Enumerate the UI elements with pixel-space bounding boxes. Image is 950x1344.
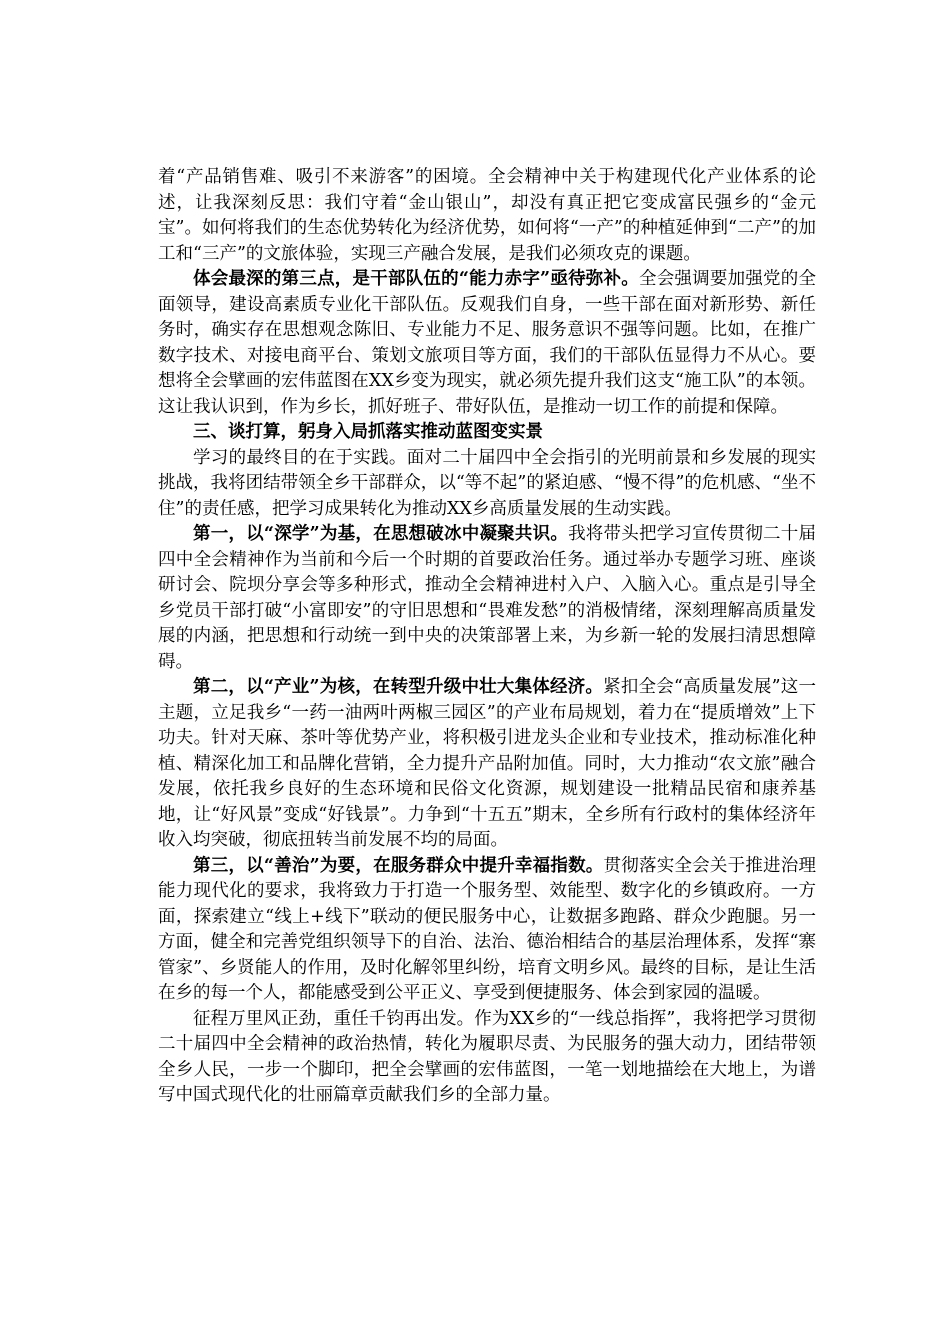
body-paragraph-conclusion [158, 1007, 816, 1109]
paragraph-text: 全会强调要加强党的全面领导，建设高素质专业化干部队伍。反观我们自身，一些干部在面对新形势、新任务时，确实存在思想观念陈旧、专业能力不足、服务意识不强等问题。比如，在推广数字技术、对接电商平台、策划文旅项目等方面，我们的干部队伍显得力不从心。要想将全会擘画的宏伟蓝图在XX乡变为现实，就必须先提升我们这支“施工队”的本领。这让我认识到，作为乡长，抓好班子、带好队伍，是推动一切工作的前提和保障。 [158, 269, 816, 417]
paragraph-text: 紧扣全会“高质量发展”这一主题，立足我乡“一药一油两叶两椒三园区”的产业布局规划，着力在“提质增效”上下功夫。针对天麻、茶叶等优势产业，将积极引进龙头企业和专业技术，推动标准化种植、精深化加工和品牌化营销，全力提升产品附加值。同时，大力推动“农文旅”融合发展，依托我乡良好的生态环境和民俗文化资源，规划建设一批精品民宿和康养基地，让“好风景”变成“好钱景”。力争到“十五五”期末，全乡所有行政村的集体经济年收入均突破，彻底扭转当前发展不均的局面。 [158, 677, 816, 850]
paragraph-lead-bold: 第三，以“善治”为要，在服务群众中提升幸福指数。 [193, 855, 604, 876]
body-paragraph-third-point [158, 854, 816, 1007]
paragraph-text: 学习的最终目的在于实践。面对二十届四中全会指引的光明前景和乡发展的现实挑战，我将团结带领全乡干部群众，以“等不起”的紧迫感、“慢不得”的危机感、“坐不住”的责任感，把学习成果转化为推动XX乡高质量发展的生动实践。 [158, 447, 816, 519]
paragraph-text: 我将带头把学习宣传贯彻二十届四中全会精神作为当前和今后一个时期的首要政治任务。通过举办专题学习班、座谈研讨会、院坝分享会等多种形式，推动全会精神进村入户、入脑入心。重点是引导全乡党员干部打破“小富即安”的守旧思想和“畏难发愁”的消极情绪，深刻理解高质量发展的内涵，把思想和行动统一到中央的决策部署上来，为乡新一轮的发展扫清思想障碍。 [158, 524, 816, 672]
paragraph-text: 征程万里风正劲，重任千钧再出发。作为XX乡的“一线总指挥”，我将把学习贯彻二十届四中全会精神的政治热情，转化为履职尽责、为民服务的强大动力，团结带领全乡人民，一步一个脚印，把全会擘画的宏伟蓝图，一笔一划地描绘在大地上，为谱写中国式现代化的壮丽篇章贡献我们乡的全部力量。 [158, 1008, 816, 1105]
body-paragraph-first-point [158, 522, 816, 675]
paragraph-lead-bold: 第二，以“产业”为核，在转型升级中壮大集体经济。 [193, 677, 604, 697]
body-paragraph-second-point [158, 675, 816, 854]
body-paragraph-intro [158, 446, 816, 523]
body-paragraph-continuation [158, 165, 816, 267]
paragraph-text: 贯彻落实全会关于推进治理能力现代化的要求，我将致力于打造一个服务型、效能型、数字化的乡镇政府。一方面，探索建立“线上+线下”联动的便民服务中心，让数据多跑路、群众少跑腿。另一方面，健全和完善党组织领导下的自治、法治、德治相结合的基层治理体系，发挥“寨管家”、乡贤能人的作用，及时化解邻里纠纷，培育文明乡风。最终的目标，是让生活在乡的每一个人，都能感受到公平正义、享受到便捷服务、体会到家园的温暖。 [158, 855, 817, 1003]
paragraph-lead-bold: 体会最深的第三点，是干部队伍的“能力赤字”亟待弥补。 [193, 269, 639, 289]
body-paragraph-cadre-capacity [158, 267, 816, 420]
paragraph-lead-bold: 第一，以“深学”为基，在思想破冰中凝聚共识。 [193, 524, 569, 544]
paragraph-text: 着“产品销售难、吸引不来游客”的困境。全会精神中关于构建现代化产业体系的论述，让我深刻反思：我们守着“金山银山”，却没有真正把它变成富民强乡的“金元宝”。如何将我们的生态优势转化为经济优势，如何将“一产”的种植延伸到“二产”的加工和“三产”的文旅体验，实现三产融合发展，是我们必须攻克的课题。 [158, 167, 816, 264]
section-heading: 三、谈打算，躬身入局抓落实推动蓝图变实景 [193, 422, 543, 442]
